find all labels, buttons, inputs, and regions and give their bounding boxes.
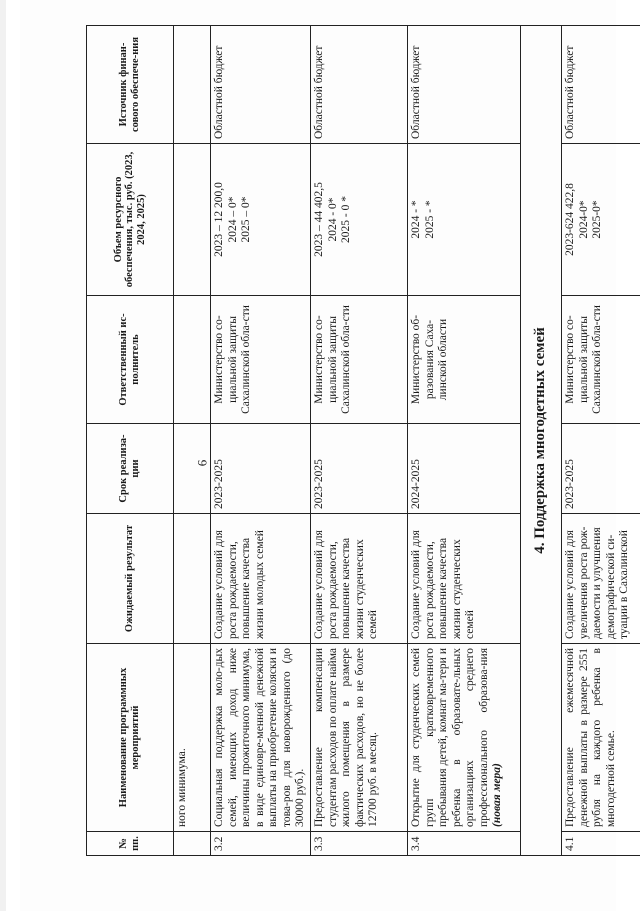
cell-period: 2024-2025: [407, 424, 520, 514]
section-title: 4. Поддержка многодетных семей: [520, 26, 561, 856]
resource-line: 2024-0*: [577, 200, 590, 239]
cell-period: 2023-2025: [310, 424, 407, 514]
cell-name: Социальная поддержка моло-дых семей, имеющих доход ниже величины прожиточного минимума, в виде единовре-менной денежной выплаты на приобретение коляски и това-ров для новорожденного (до 30000 руб.).: [211, 644, 311, 832]
resource-line: 2025 - *: [423, 200, 436, 239]
table-row: [561, 26, 640, 856]
new-measure-tag: (новая мера): [491, 763, 504, 827]
section-header-row: [520, 26, 561, 856]
cell-resources: [561, 144, 640, 296]
resource-line: 2023 – 44 402,5: [312, 182, 325, 257]
cell-num: 4.1: [561, 832, 640, 856]
header-name: Наименование программных мероприятий: [87, 644, 174, 832]
header-result: Ожидаемый результат: [87, 514, 174, 644]
cell-resources: [174, 144, 211, 296]
table-row: [407, 26, 520, 856]
cell-resources: [310, 144, 407, 296]
cell-period: 2023-2025: [561, 424, 640, 514]
table-row: [310, 26, 407, 856]
cell-executor: Министерство об-разования Саха-линской области: [407, 296, 520, 424]
table-row-continuation: [174, 26, 211, 856]
resource-line: 2025 – 0*: [240, 196, 253, 243]
cell-num: 3.3: [310, 832, 407, 856]
cell-num: 3.2: [211, 832, 311, 856]
program-measures-table: [86, 25, 640, 856]
header-resources: Объем ресурсного обеспечения, тыс. руб. (2023, 2024, 2025): [87, 144, 174, 296]
header-period: Срок реализа-ции: [87, 424, 174, 514]
rotated-table-container: [86, 26, 631, 856]
resource-line: 2025 - 0 *: [340, 196, 353, 243]
cell-source: Областной бюджет: [561, 26, 640, 144]
cell-num: 3.4: [407, 832, 520, 856]
cell-result: Создание условий для роста рождаемости, повышение качества жизни студенческих семей: [310, 514, 407, 644]
table-row: [211, 26, 311, 856]
cell-result: Создание условий для роста рождаемости, повышение качества жизни молодых семей: [211, 514, 311, 644]
header-num: № пп.: [87, 832, 174, 856]
resource-line: 2025-0*: [591, 200, 604, 239]
scan-edge: [0, 0, 6, 911]
cell-executor: Министерство со-циальной защиты Сахалинской обла-сти: [310, 296, 407, 424]
cell-name: [407, 644, 520, 832]
cell-resources: [407, 144, 520, 296]
cell-name: ного минимума.: [174, 644, 211, 832]
page-number: 6: [194, 459, 210, 467]
cell-source: Областной бюджет: [407, 26, 520, 144]
cell-executor: Министерство со-циальной защиты Сахалинской обла-сти: [561, 296, 640, 424]
cell-num: [174, 832, 211, 856]
cell-source: Областной бюджет: [310, 26, 407, 144]
resource-line: 2024 - 0*: [326, 197, 339, 242]
table-header-row: [87, 26, 174, 856]
cell-period: [174, 424, 211, 514]
cell-source: [174, 26, 211, 144]
cell-result: Создание условий для роста рождаемости, повышение качества жизни студенческих семей: [407, 514, 520, 644]
resource-line: 2023 – 12 200,0: [213, 182, 225, 257]
cell-executor: Министерство со-циальной защиты Сахалинской обла-сти: [211, 296, 311, 424]
header-executor: Ответственный ис-полнитель: [87, 296, 174, 424]
measure-name-text: Открытие для студенческих семей групп кратковременного пребывания детей, комнат ма-тери и ребенка в образовате-льных организациях среднего профессионального образова-ния: [409, 648, 490, 827]
resource-line: 2024 – 0*: [226, 196, 239, 243]
cell-result: Создание условий для увеличения роста рож-даемости и улучшения демографической си-туации в Сахалинской: [561, 514, 640, 644]
cell-source: Областной бюджет: [211, 26, 311, 144]
cell-period: 2023-2025: [211, 424, 311, 514]
cell-resources: [211, 144, 311, 296]
cell-executor: [174, 296, 211, 424]
resource-line: 2023-624 422,8: [563, 183, 576, 256]
cell-name: Предоставление ежемесячной денежной выплаты в размере 2551 рубля на каждого ребенка в многодетной семье.: [561, 644, 640, 832]
resource-line: 2024 - *: [409, 200, 422, 239]
header-source: Источник финан-сового обеспече-ния: [87, 26, 174, 144]
cell-result: [174, 514, 211, 644]
cell-name: Предоставление компенсации студентам расходов по оплате найма жилого помещения в размере фактических расходов, но не более 12700 руб. в месяц.: [310, 644, 407, 832]
